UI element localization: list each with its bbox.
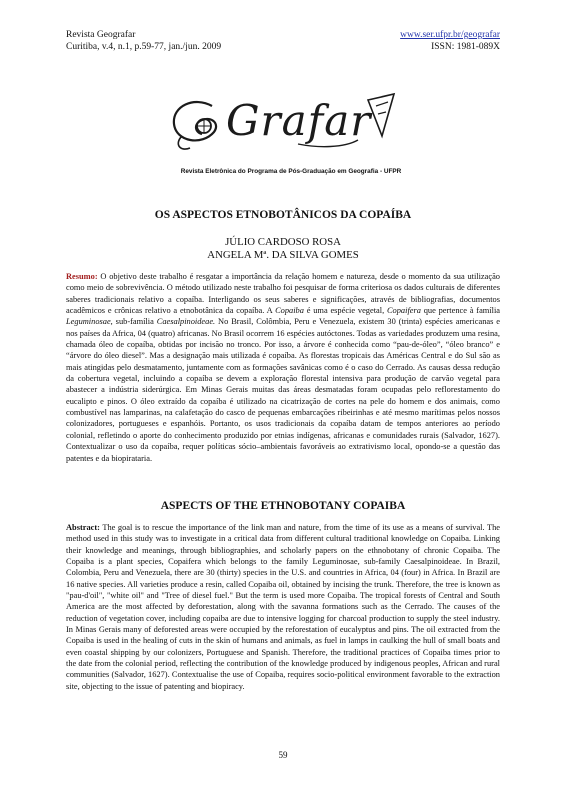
- abstract-pt-italic: Copaiba: [275, 306, 304, 316]
- journal-url-link[interactable]: www.ser.ufpr.br/geografar: [400, 30, 500, 40]
- author-name: JÚLIO CARDOSO ROSA: [225, 236, 341, 248]
- journal-header-left: [66, 29, 221, 53]
- abstract-pt-text: que pertence à família: [420, 306, 500, 316]
- abstract-pt-italic: Leguminosae: [66, 317, 111, 327]
- abstract-pt-italic: Caesalpinoideae.: [156, 317, 216, 327]
- abstract-pt-text: , sub-família: [110, 317, 157, 327]
- journal-name: Revista Geografar: [66, 30, 136, 40]
- logo-wordmark: Grafar: [226, 96, 372, 145]
- abstract-pt-text: O objetivo deste trabalho é resgatar a importância da relação homem e natureza, desde o momento da sua utilização como meio de sobrevivência. O método utilizado neste trabalho foi pesquisar de forma criteriosa os dados culturais de diferentes saberes tradicionais relativo a copaíba. Interligando os seus saberes e significações, através de bibliografias, documentos acadêmicos e crônicas relativo a etnobotânica da copaíba. A: [66, 272, 500, 316]
- journal-issn: ISSN: 1981-089X: [431, 42, 500, 52]
- author-name: ANGELA Mª. DA SILVA GOMES: [207, 249, 359, 261]
- abstract-pt-label: Resumo:: [66, 272, 98, 281]
- geografar-logo: [168, 92, 400, 158]
- author-list: [66, 236, 500, 262]
- abstract-en-label: Abstract:: [66, 523, 100, 532]
- abstract-pt-text: é uma espécie vegetal,: [303, 306, 387, 316]
- journal-header-right: [400, 29, 500, 53]
- journal-issue: Curitiba, v.4, n.1, p.59-77, jan./jun. 2009: [66, 42, 222, 52]
- abstract-pt: [66, 271, 500, 464]
- abstract-en-text: The goal is to rescue the importance of the link man and nature, from the time of its use as a means of survival. The method used in this study was to investigate in a critical data from different cultural traditional knowledge on Copaiba. Linking their knowledge and meanings, through bibliographies, and scholarly papers on the ethnobotany of chronic Copaiba. The Copaiba is a plant species, Copaifera which belongs to the family Leguminosae, sub-family Caesalpinoideae. In Brazil, Colombia, Peru and Venezuela, there are 30 (thirty) species in the U.S. and countries in Africa, 04 (four) in Africa. In Brazil are 16 native species. All varieties produce a resin, called Copaiba oil, obtained by incising the trunk. Therefore, the tree is known as "pau-d'oil", "white oil" and "Tree of diesel fuel." But the term is used more Copaiba. The tropical forests of Central and South America are the most affected by deforestation, along with the savanna formations such as the Cerrado. The causes of the reduction of vegetation cover, including copaiba are due to intensive logging for charcoal production to supply the steel industry. In Minas Gerais many of deforested areas were occupied by the reforestation of eucalyptus and pins. The oil extracted from the Copaiba is used in the healing of cuts in the skin of humans and animals, as fuel in lamps in caulking the hull of small boats and even coastal shipping by our colonizers, Portuguese and Spanish. Therefore, the traditional practices of Copaiba times prior to the date from the colonial period, reflecting the contribution of the knowledge produced by indigenous peoples, African and rural communities (Salvador, 1627). Contextualise the use of Copaiba, requires socio-political environment favorable to the extraction site, objecting to the issue of patenting and biopiracy.: [66, 523, 500, 691]
- article-title-pt: OS ASPECTOS ETNOBOTÂNICOS DA COPAÍBA: [154, 209, 412, 221]
- page-number: 59: [278, 750, 288, 760]
- abstract-pt-text: No Brasil, Colômbia, Peru e Venezuela, existem 30 (trinta) espécies americanas e nos países da Africa, 04 (quatro) africanas. No Brasil ocorrem 16 espécies autóctones. Todas as variedades produzem uma resina, chamada óleo de copaíba, obtidas por incisão no tronco. Por isso, a árvore é conhecida como “pau-de-óleo”, “óleo branco” e “árvore do óleo diesel”. Mas a designação mais utilizada é copaíba. As florestas tropicais das Américas Central e do Sul são as mais atingidas pelo desmatamento, juntamente com as formações savânicas como é o caso do Cerrado. As causas dessa redução da cobertura vegetal, incluindo a copaíba se devem a exploração florestal intensiva para produção de carvão vegetal para abastecer a indústria siderúrgica. Em Minas Gerais muitas das áreas desmatadas foram ocupadas pelo reflorestamento do eucalipto e pinos. O óleo extraído da copaíba é utilizado na cicatrização de cortes na pele do homem e dos animais, como combustível nas lamparinas, na calafetação do casco de pequenas embarcações ribeirinhas e até mesmo marítimas pelos nossos colonizadores, portugueses e espanhóis. Portanto, os usos tradicionais da copaíba datam de tempos anteriores ao período colonial, refletindo o aporte do conhecimento produzido por etnias indígenas, africanas e comunidades rurais (Salvador, 1627). Contextualizar o uso da copaíba, requer políticas sócio–ambientais favoráveis ao extrativismo local, opondo-se a questão das patentes e da biopirataria.: [66, 317, 500, 463]
- abstract-pt-italic: Copaifera: [386, 306, 421, 316]
- abstract-en: [66, 522, 500, 692]
- article-title-en: ASPECTS OF THE ETHNOBOTANY COPAIBA: [160, 500, 406, 512]
- journal-subtitle: Revista Eletrônica do Programa de Pós-Graduação em Geografia - UFPR: [180, 168, 402, 175]
